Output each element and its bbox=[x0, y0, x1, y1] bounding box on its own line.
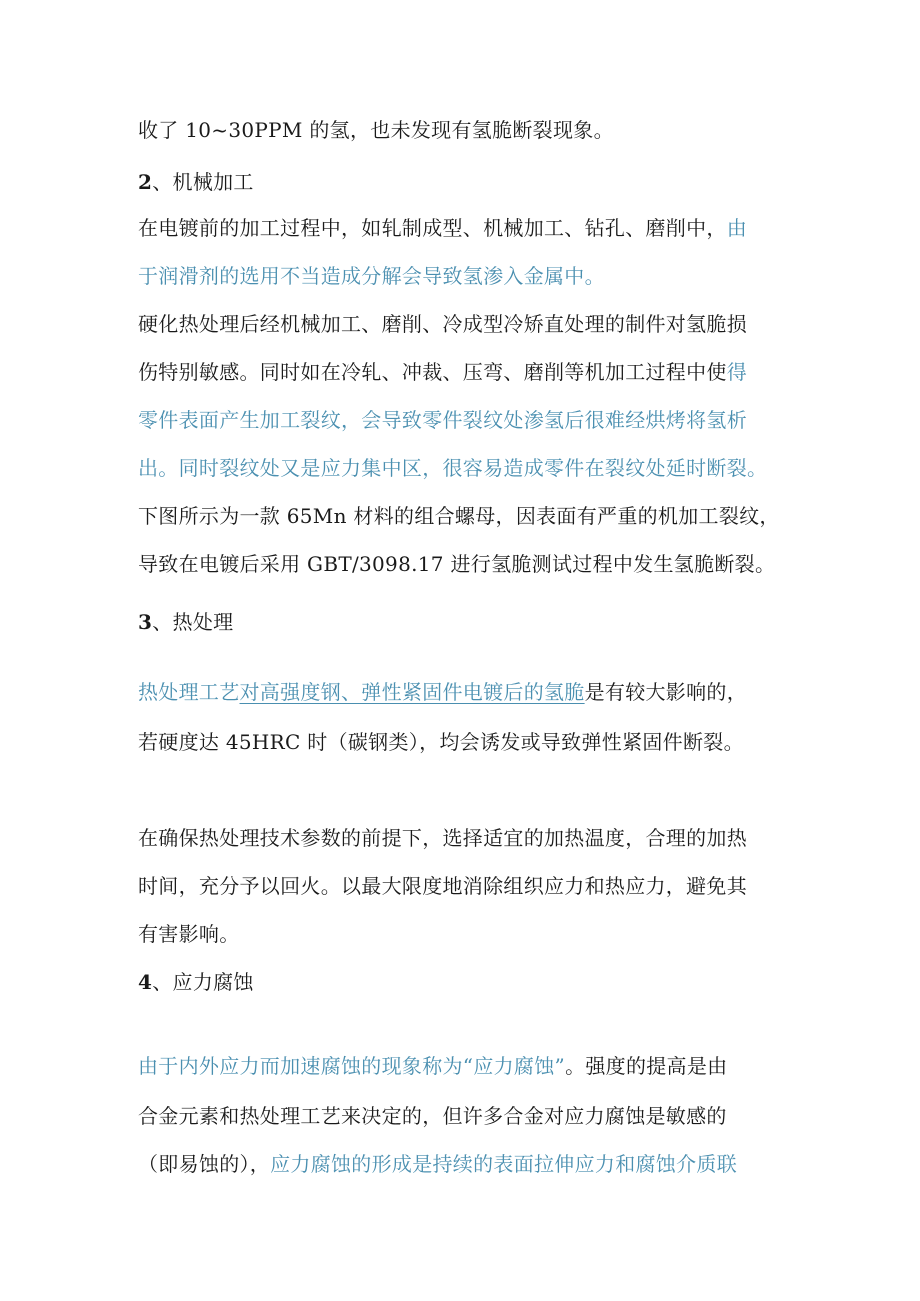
section-heading-machining bbox=[138, 168, 798, 196]
section-number: 3 bbox=[138, 610, 153, 634]
text-run: 时间，充分予以回火。以最大限度地消除组织应力和热应力，避免其 bbox=[138, 874, 747, 898]
paragraph-line bbox=[138, 116, 798, 144]
highlighted-text-run: 得 bbox=[726, 360, 748, 384]
paragraph-line bbox=[138, 454, 798, 482]
text-run: 硬化热处理后经机械加工、磨削、冷成型冷矫直处理的制件对氢脆损 bbox=[138, 312, 747, 336]
paragraph-line bbox=[138, 406, 798, 434]
section-number: 2 bbox=[138, 170, 153, 194]
text-run: 伤特别敏感。同时如在冷轧、冲裁、压弯、磨削等机加工过程中使 bbox=[138, 360, 727, 384]
text-run: 导致在电镀后采用 GBT/3098.17 进行氢脆测试过程中发生氢脆断裂。 bbox=[138, 552, 776, 576]
section-heading-stress-corrosion bbox=[138, 968, 798, 996]
paragraph-line bbox=[138, 502, 798, 530]
text-run: 收了 10~30PPM 的氢，也未发现有氢脆断裂现象。 bbox=[138, 118, 614, 142]
text-run: 。强度的提高是由 bbox=[565, 1054, 728, 1078]
highlighted-text-run: 应力腐蚀的形成是持续的表面拉伸应力和腐蚀介质联 bbox=[270, 1152, 738, 1176]
section-title: 、机械加工 bbox=[152, 170, 254, 194]
paragraph-line bbox=[138, 1052, 798, 1080]
paragraph-line bbox=[138, 678, 798, 706]
text-run: 在确保热处理技术参数的前提下，选择适宜的加热温度，合理的加热 bbox=[138, 826, 747, 850]
paragraph-line bbox=[138, 872, 798, 900]
paragraph-line bbox=[138, 550, 798, 578]
paragraph-line bbox=[138, 358, 798, 386]
paragraph-line bbox=[138, 262, 798, 290]
highlighted-text-run: 出。同时裂纹处又是应力集中区，很容易造成零件在裂纹处延时断裂。 bbox=[138, 456, 768, 480]
text-run: 若硬度达 45HRC 时（碳钢类），均会诱发或导致弹性紧固件断裂。 bbox=[138, 730, 744, 754]
paragraph-line bbox=[138, 310, 798, 338]
paragraph-line bbox=[138, 1150, 798, 1178]
text-run: 是有较大影响的， bbox=[584, 680, 748, 704]
highlighted-text-run: 由于内外应力而加速腐蚀的现象称为“应力腐蚀” bbox=[138, 1054, 566, 1078]
paragraph-line bbox=[138, 728, 798, 756]
text-run: （即易蚀的）， bbox=[138, 1152, 271, 1176]
text-run: 在电镀前的加工过程中，如轧制成型、机械加工、钻孔、磨削中， bbox=[138, 216, 727, 240]
underlined-link-text[interactable]: 对高强度钢、弹性紧固件电镀后的氢脆 bbox=[239, 680, 585, 704]
highlighted-text-run: 由 bbox=[726, 216, 748, 240]
text-run: 下图所示为一款 65Mn 材料的组合螺母，因表面有严重的机加工裂纹， bbox=[138, 504, 780, 528]
paragraph-line bbox=[138, 824, 798, 852]
section-heading-heat-treatment bbox=[138, 608, 798, 636]
text-run: 有害影响。 bbox=[138, 922, 240, 946]
section-title: 、热处理 bbox=[152, 610, 234, 634]
highlighted-text-run: 于润滑剂的选用不当造成分解会导致氢渗入金属中。 bbox=[138, 264, 605, 288]
section-number: 4 bbox=[138, 970, 153, 994]
paragraph-line bbox=[138, 920, 798, 948]
paragraph-line bbox=[138, 214, 798, 242]
highlighted-text-run: 零件表面产生加工裂纹，会导致零件裂纹处渗氢后很难经烘烤将氢析 bbox=[138, 408, 747, 432]
text-run: 合金元素和热处理工艺来决定的，但许多合金对应力腐蚀是敏感的 bbox=[138, 1104, 727, 1128]
highlighted-text-run: 热处理工艺 bbox=[138, 680, 240, 704]
section-title: 、应力腐蚀 bbox=[152, 970, 254, 994]
paragraph-line bbox=[138, 1102, 798, 1130]
